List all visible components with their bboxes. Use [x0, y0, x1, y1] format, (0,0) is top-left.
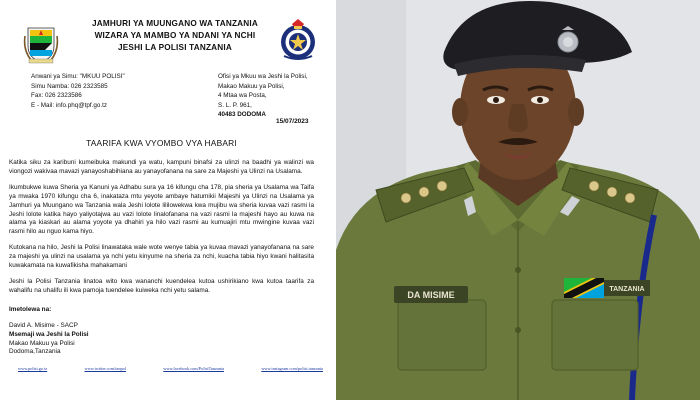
twitter-link[interactable]: www.twitter.com/tanpol	[84, 366, 126, 371]
issued-by-label: Imetolewa na:	[9, 305, 52, 313]
paragraph-2: Ikumbukwe kuwa Sheria ya Kanuni ya Adhabu sura ya 16 kifungu cha 178, pia sheria ya Usalama wa Taifa ya mwaka 1970 kifungu cha 6, inakataza mtu yeyote ambaye hatumikii Majeshi ya Ulinzi na Usalama ya Jamhuri ya Muungano wa Tanzania wala Jeshi lolote lililowekwa kwa mujibu wa sheria kuvaa vazi rasmi la Jeshi lolote katika hayo yaliyotajwa au vazi lolote linalofanana na vazi rasmi la majeshi hayo au kuwa na alama ya kiaskari au alama yoyote ya dhahiri ya hilo vazi rasmi au kumuajiri mtu mwingine kuvaa vazi rasmi hilo au nguo kama hiyo.	[9, 183, 314, 236]
press-release-document	[0, 0, 336, 400]
signatory-name: David A. Misime - SACP	[9, 321, 78, 329]
signatory-role: Msemaji wa Jeshi la Polisi	[9, 330, 89, 338]
paragraph-3: Kutokana na hilo, Jeshi la Polisi linawataka wale wote wenye tabia ya kuvaa mavazi yanayofanana na sare za majeshi ya ulinzi na usalama ya nchi yetu kinyume na sheria za nchi, kuacha tabia hiyo kwani halitasita kuwakamata na kuwafikisha mahakamani	[9, 244, 314, 270]
letterhead-titles	[68, 18, 282, 54]
contact-block	[22, 68, 328, 120]
street-line: 4 Mtaa wa Posta,	[218, 92, 267, 99]
facebook-link[interactable]: www.facebook.com/PolisiTanzania	[163, 366, 225, 371]
signature-block	[9, 306, 314, 358]
signatory-city: Dodoma,Tanzania	[9, 348, 61, 356]
office-line: Ofisi ya Mkuu wa Jeshi la Polisi,	[218, 73, 308, 80]
email-address: E - Mail: info.phq@tpf.go.tz	[31, 101, 108, 109]
website-link[interactable]: www.polisi.go.tz	[18, 366, 48, 371]
tanzania-police-crest-icon	[278, 18, 318, 62]
paragraph-1: Katika siku za karibuni kumeibuka makundi ya watu, kampuni binafsi za ulinzi na baadhi ya walinzi wa viongozi wakivaa mavazi yanayoshabihiana au yanayofanana na sare za Majeshi ya Ulinzi na Usalama.	[9, 159, 314, 175]
country-title: JAMHURI YA MUUNGANO WA TANZANIA	[91, 19, 258, 28]
police-title: JESHI LA POLISI TANZANIA	[118, 43, 232, 52]
officer-photo	[336, 0, 700, 400]
flag-tag-text: TANZANIA	[609, 286, 645, 293]
ministry-title: WIZARA YA MAMBO YA NDANI YA NCHI	[94, 31, 256, 40]
paragraph-4: Jeshi la Polisi Tanzania linatoa wito kwa wananchi kuendelea kutoa ushirikiano kwa kutoa taarifa za wahalifu na uhalifu ili kwa pamoja tuendelee kuiweka nchi yetu salama.	[9, 277, 314, 294]
city-line: 40483 DODOMA	[218, 111, 266, 118]
hq-line: Makao Makuu ya Polisi,	[218, 82, 285, 90]
po-box-line: S. L. P. 961,	[218, 101, 252, 109]
tanzania-flag-icon	[564, 278, 604, 298]
fax-number: Fax: 026 2323586	[31, 92, 82, 99]
tanzania-coat-of-arms-icon	[23, 24, 59, 64]
officer-portrait-image	[336, 0, 700, 400]
release-date: 15/07/2023	[276, 118, 309, 125]
name-tag-text: DA MISIME	[407, 290, 455, 300]
document-title: TAARIFA KWA VYOMBO VYA HABARI	[86, 138, 237, 148]
phone-number: Simu Namba: 026 2323585	[31, 82, 108, 90]
footer-links	[18, 366, 323, 371]
signatory-office: Makao Makuu ya Polisi	[9, 339, 75, 347]
document-body	[9, 138, 314, 357]
telegram-address: Anwani ya Simu: "MKUU POLISI"	[31, 73, 125, 80]
instagram-link[interactable]: www.instagram.com/polisi.tanzania	[261, 366, 323, 371]
contact-right	[218, 72, 308, 120]
contact-left	[31, 72, 125, 110]
letterhead	[22, 0, 328, 64]
